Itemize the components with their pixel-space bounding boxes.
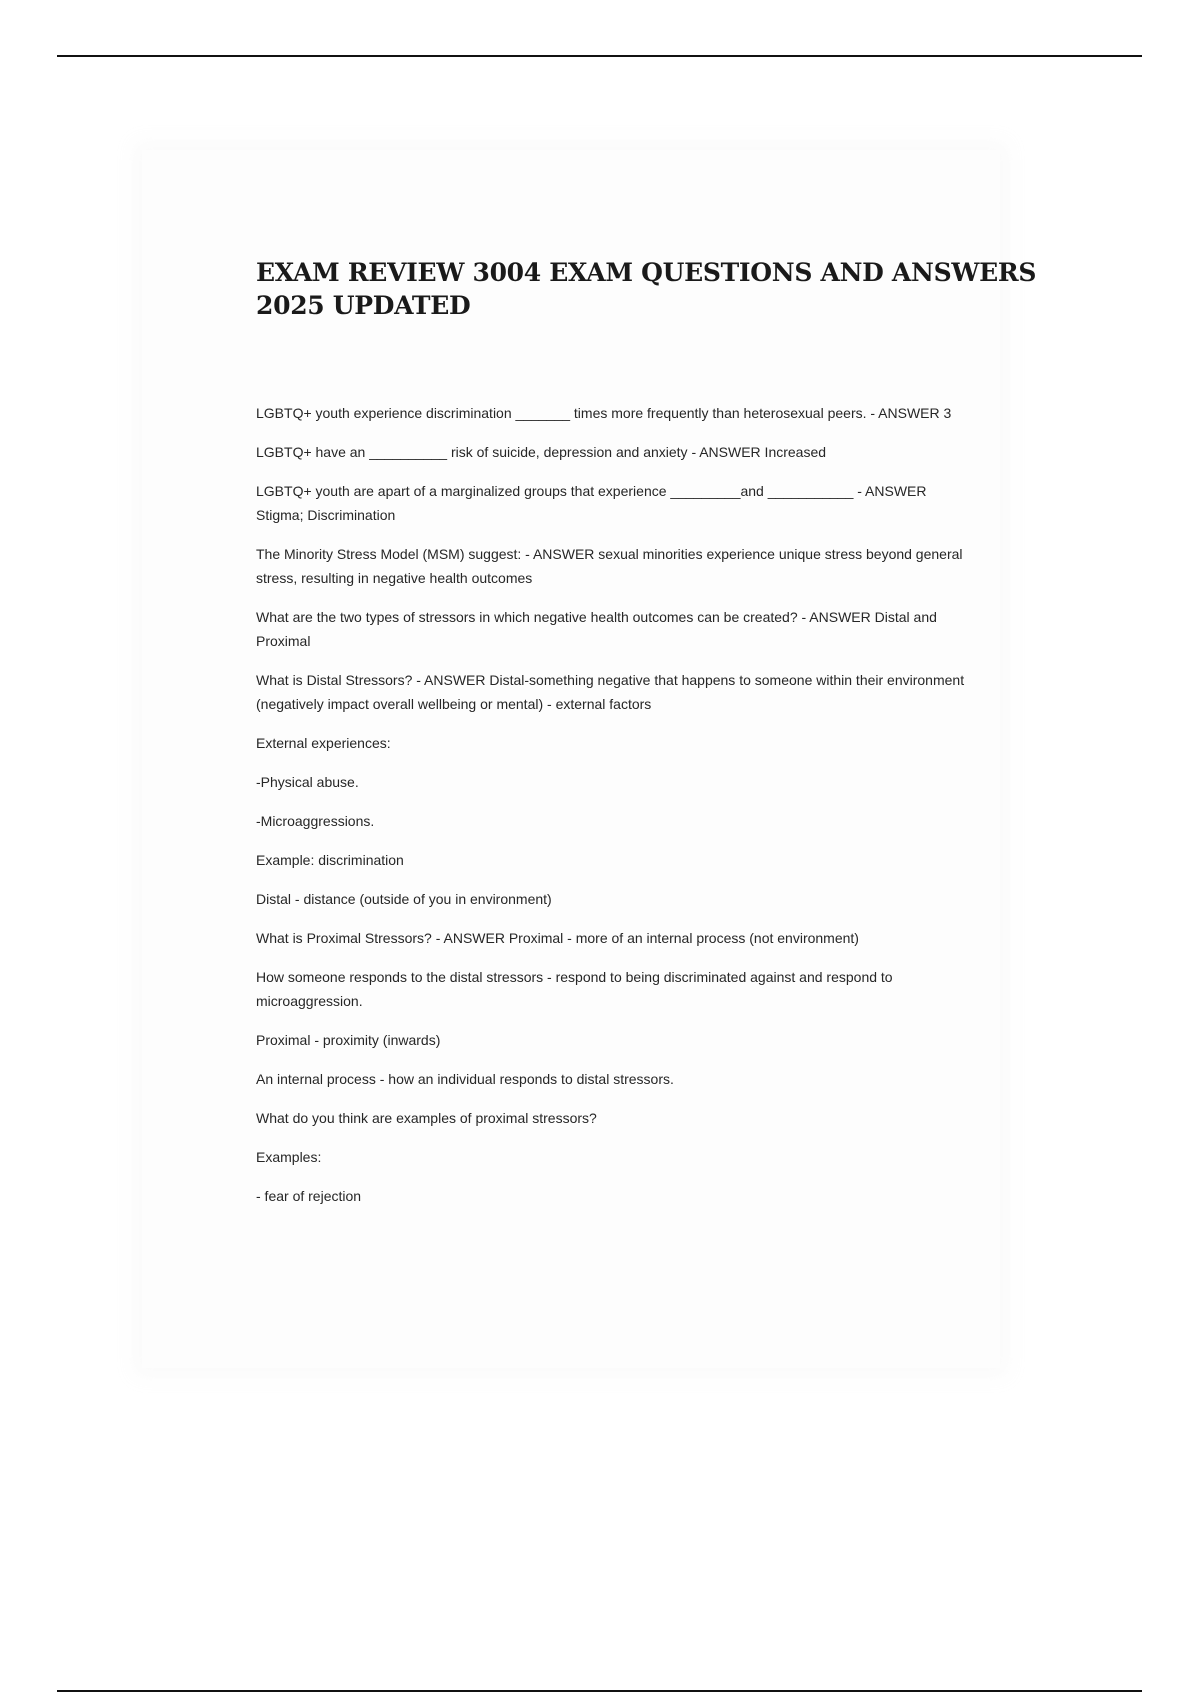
paragraph: The Minority Stress Model (MSM) suggest: - ANSWER sexual minorities experience unique stress beyond general stress, resulting in negative health outcomes bbox=[256, 546, 963, 586]
footer-rule bbox=[57, 1690, 1142, 1692]
paragraph: - fear of rejection bbox=[256, 1188, 362, 1204]
paragraph: LGBTQ+ youth experience discrimination _______ times more frequently than heterosexual peers. - ANSWER 3 bbox=[256, 405, 952, 421]
paragraph: LGBTQ+ have an __________ risk of suicide, depression and anxiety - ANSWER Increased bbox=[256, 444, 827, 460]
paragraph: What are the two types of stressors in which negative health outcomes can be created? - ANSWER Distal and Proximal bbox=[256, 609, 937, 649]
header-rule bbox=[57, 55, 1142, 57]
paragraph: What do you think are examples of proximal stressors? bbox=[256, 1110, 597, 1126]
document-title bbox=[256, 256, 1036, 322]
document-body bbox=[256, 401, 976, 1223]
title-line-1: EXAM REVIEW 3004 EXAM QUESTIONS AND ANSWERS bbox=[256, 258, 1037, 287]
paragraph: Distal - distance (outside of you in environment) bbox=[256, 891, 552, 907]
paragraph: Examples: bbox=[256, 1149, 322, 1165]
paragraph: What is Distal Stressors? - ANSWER Distal-something negative that happens to someone within their environment (negatively impact overall wellbeing or mental) - external factors bbox=[256, 672, 965, 712]
paragraph: External experiences: bbox=[256, 735, 391, 751]
title-line-2: 2025 UPDATED bbox=[256, 291, 471, 320]
paragraph: -Physical abuse. bbox=[256, 774, 359, 790]
paragraph: LGBTQ+ youth are apart of a marginalized groups that experience _________and ___________ - ANSWER Stigma; Discrimination bbox=[256, 483, 927, 523]
paragraph: How someone responds to the distal stressors - respond to being discriminated against and respond to microaggression. bbox=[256, 969, 893, 1009]
paragraph: An internal process - how an individual responds to distal stressors. bbox=[256, 1071, 674, 1087]
paragraph: Example: discrimination bbox=[256, 852, 404, 868]
paragraph: What is Proximal Stressors? - ANSWER Proximal - more of an internal process (not environment) bbox=[256, 930, 859, 946]
paragraph: Proximal - proximity (inwards) bbox=[256, 1032, 441, 1048]
paragraph: -Microaggressions. bbox=[256, 813, 375, 829]
